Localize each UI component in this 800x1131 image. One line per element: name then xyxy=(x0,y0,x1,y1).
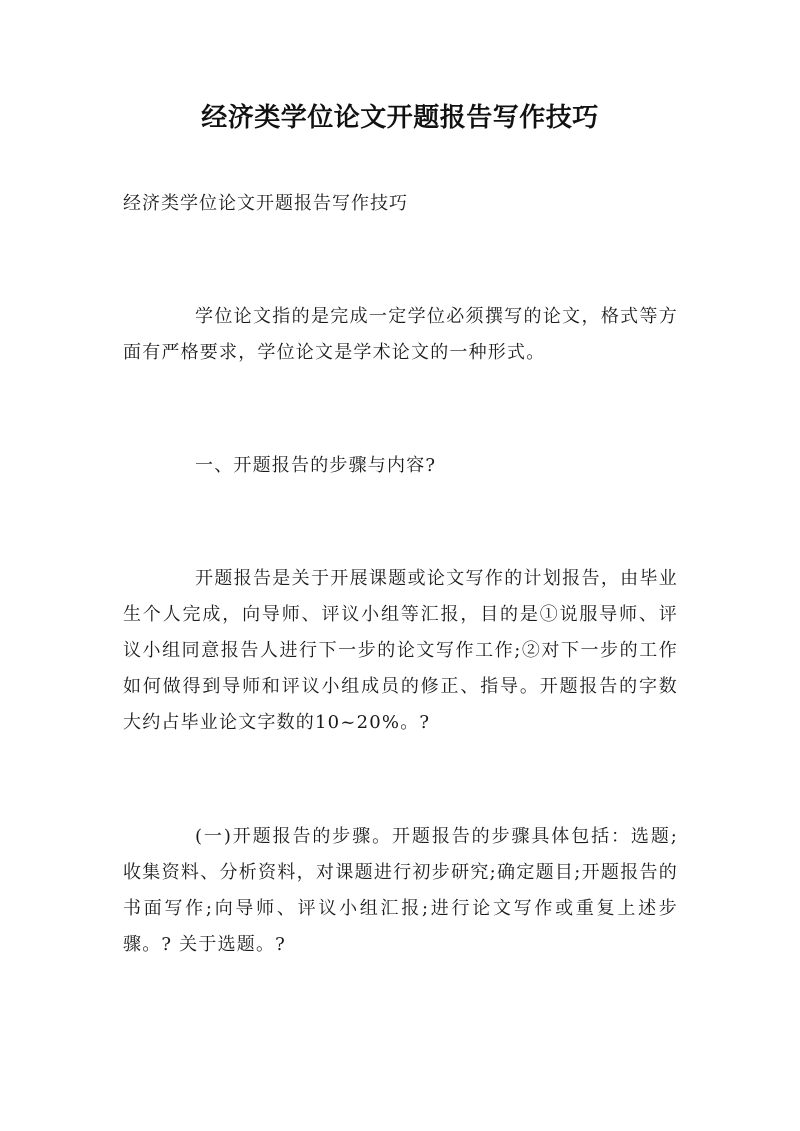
document-subtitle: 经济类学位论文开题报告写作技巧 xyxy=(123,193,408,214)
paragraph-steps: (一)开题报告的步骤。开题报告的步骤具体包括：选题;收集资料、分析资料，对课题进行初步研究;确定题目;开题报告的书面写作;向导师、评议小组汇报;进行论文写作或重复上述步骤。? 关于选题。? xyxy=(123,826,678,955)
paragraph-purpose: 开题报告是关于开展课题或论文写作的计划报告，由毕业生个人完成，向导师、评议小组等汇报，目的是①说服导师、评议小组同意报告人进行下一步的论文写作工作;②对下一步的工作如何做得到导师和评议小组成员的修正、指导。开题报告的字数大约占毕业论文字数的10~20%。? xyxy=(123,568,678,733)
section-heading: 一、开题报告的步骤与内容? xyxy=(195,455,437,476)
paragraph-intro: 学位论文指的是完成一定学位必须撰写的论文，格式等方面有严格要求，学位论文是学术论文的一种形式。 xyxy=(123,306,678,363)
document-title: 经济类学位论文开题报告写作技巧 xyxy=(201,103,599,133)
